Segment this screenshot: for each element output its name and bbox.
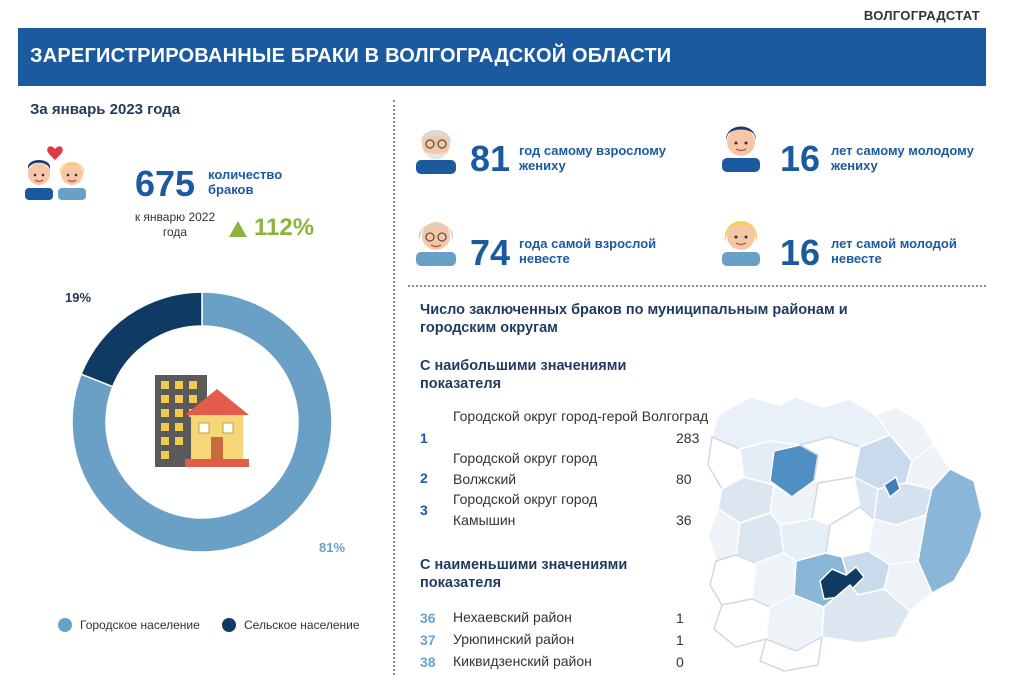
bottom-name-38: Киквидзенский район (453, 653, 592, 669)
top-rank-3: 3 (420, 502, 428, 518)
oldest-groom-label: год самому взрослому жениху (519, 143, 666, 173)
legend-rural-swatch (222, 618, 236, 632)
bottom-value-37: 1 (676, 632, 684, 648)
bottom-rank-37: 37 (420, 632, 436, 648)
old-woman-icon (410, 212, 462, 266)
oldest-bride-label: года самой взрослой невесте (519, 236, 657, 266)
slice-label-urban: 81% (318, 540, 346, 555)
top-name-1: Городской округ город-герой Волгоград (453, 408, 709, 424)
change-percent: 112% (254, 214, 315, 241)
old-man-icon (410, 122, 462, 174)
triangle-up-icon (228, 220, 248, 238)
young-woman-icon (716, 210, 766, 266)
bottom-value-36: 1 (676, 610, 684, 626)
top-name-3: Городской округ город Камышин (453, 491, 598, 528)
top-value-2: 80 (676, 471, 692, 487)
districts-title: Число заключенных браков по муниципальным районам и городским округам (420, 302, 848, 336)
vertical-divider (393, 100, 395, 675)
legend-rural-label: Сельское население (244, 618, 360, 632)
buildings-icon (155, 375, 249, 467)
bottom-name-37: Урюпинский район (453, 631, 575, 647)
top-districts-title: С наибольшими значениями показателя (420, 358, 627, 392)
couple-icon (20, 144, 92, 200)
slice-label-rural: 19% (64, 290, 92, 305)
top-rank-2: 2 (420, 470, 428, 486)
donut-slice-rural (81, 292, 202, 387)
page-title: ЗАРЕГИСТРИРОВАННЫЕ БРАКИ В ВОЛГОГРАДСКОЙ ОБЛАСТИ (30, 45, 672, 67)
bottom-rank-36: 36 (420, 610, 436, 626)
region-map (700, 385, 990, 675)
legend-urban-label: Городское население (80, 618, 200, 632)
youngest-bride-value: 16 (780, 232, 821, 273)
top-value-1: 283 (676, 430, 700, 446)
top-value-3: 36 (676, 512, 692, 528)
bottom-name-36: Нехаевский район (453, 609, 572, 625)
top-rank-1: 1 (420, 430, 428, 446)
marriage-count-label: количество браков (208, 167, 283, 197)
oldest-bride-value: 74 (470, 232, 511, 273)
top-name-2: Городской округ город Волжский (453, 450, 598, 487)
marriage-count: 675 (135, 163, 196, 204)
bottom-value-38: 0 (676, 654, 684, 670)
youngest-groom-value: 16 (780, 138, 821, 179)
donut-chart (20, 280, 380, 570)
bottom-rank-38: 38 (420, 654, 436, 670)
youngest-bride-label: лет самой молодой невесте (831, 236, 957, 266)
youngest-groom-label: лет самому молодому жениху (831, 143, 974, 173)
legend-urban-swatch (58, 618, 72, 632)
org-name: ВОЛГОГРАДСТАТ (863, 8, 980, 23)
horizontal-divider (408, 285, 986, 287)
comparison-label: к январю 2022 года (134, 210, 216, 239)
period-label: За январь 2023 года (30, 101, 181, 118)
bottom-districts-title: С наименьшими значениями показателя (420, 557, 628, 591)
young-man-icon (718, 118, 764, 172)
oldest-groom-value: 81 (470, 138, 511, 179)
